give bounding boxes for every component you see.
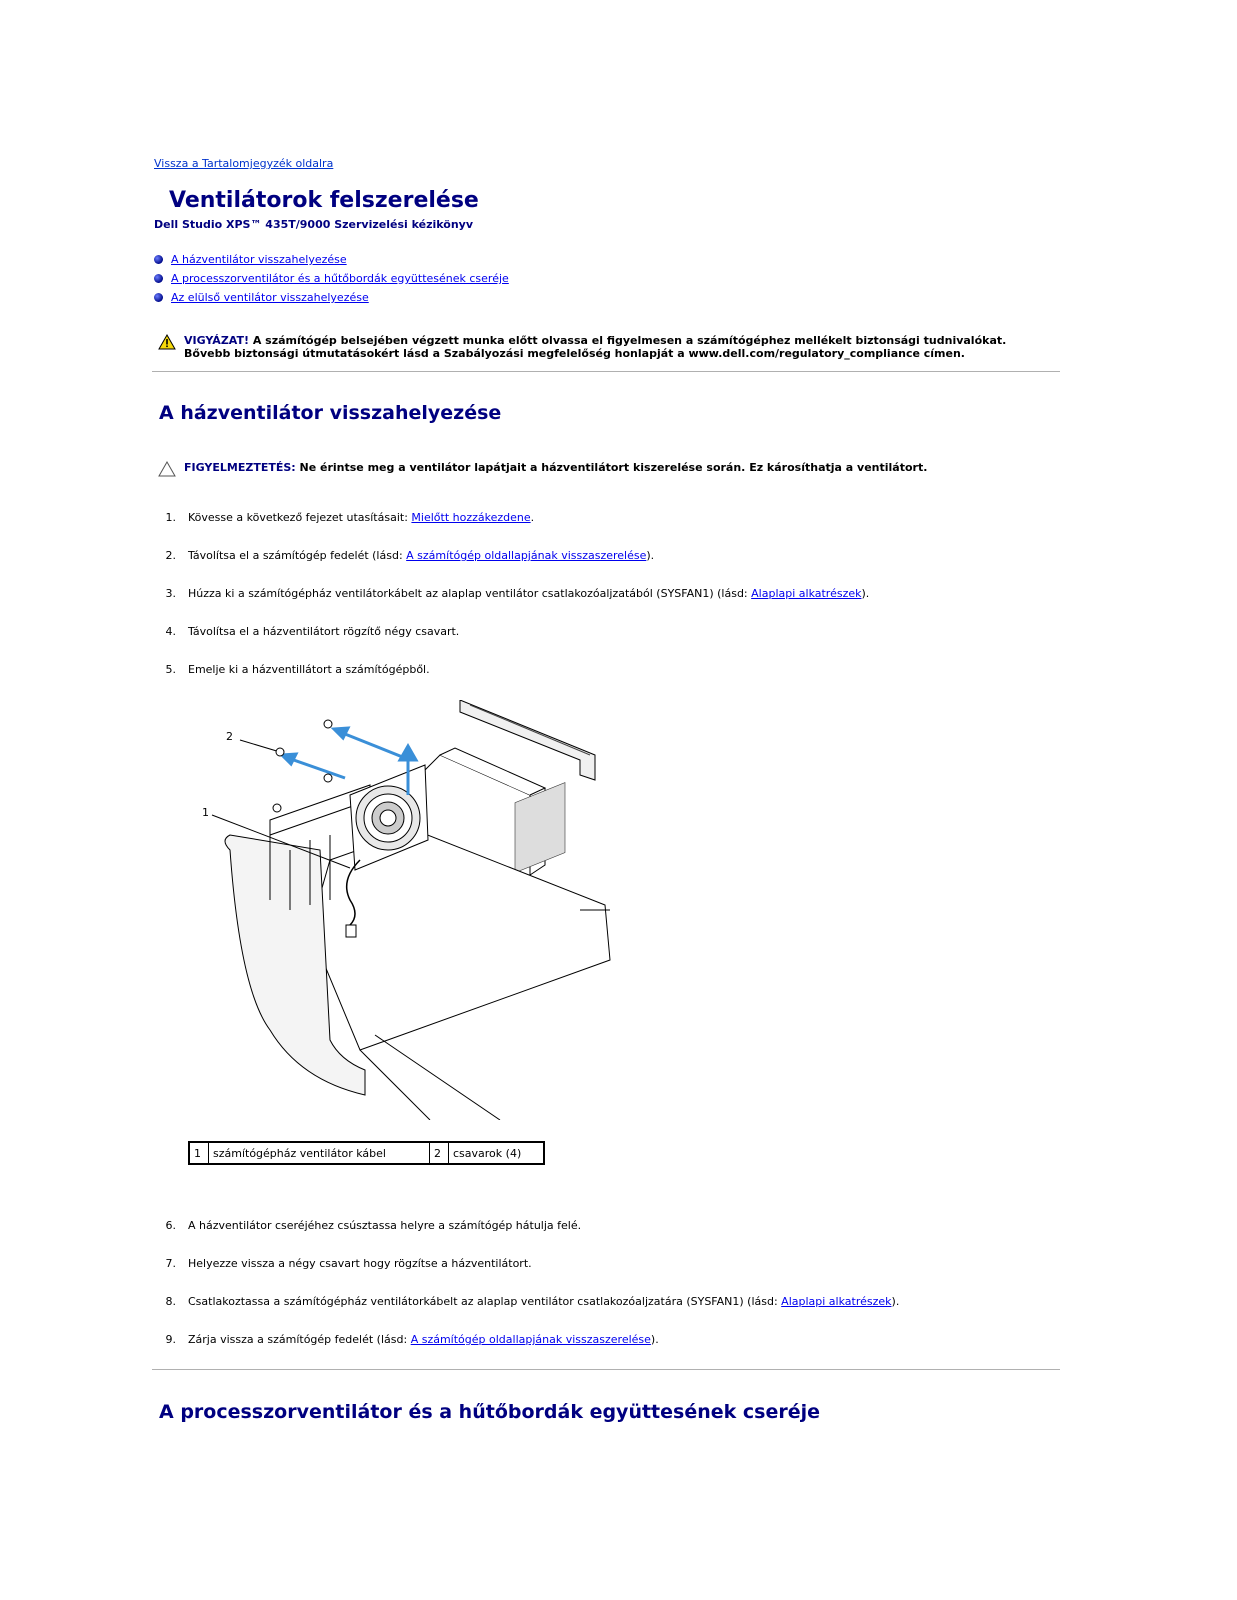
step-text-body: Távolítsa el a számítógép fedelét (lásd: (188, 549, 407, 562)
step-text (188, 1295, 899, 1333)
callout-number: 1 (189, 1142, 209, 1164)
step-text (188, 587, 869, 625)
callout-table (188, 1141, 545, 1165)
figure-callout-1: 1 (202, 806, 209, 819)
toc-item (154, 269, 509, 288)
step-item (152, 511, 869, 549)
back-to-contents-link[interactable]: Vissza a Tartalomjegyzék oldalra (154, 157, 334, 170)
step-link[interactable]: A számítógép oldallapjának visszaszerelése (406, 549, 647, 562)
step-text-body: Kövesse a következő fejezet utasításait: (188, 511, 412, 524)
step-text-end: ). (891, 1295, 900, 1308)
step-link[interactable]: Alaplapi alkatrészek (781, 1295, 892, 1308)
step-number: 5. (165, 663, 176, 676)
step-number: 8. (165, 1295, 176, 1308)
step-text-end: . (530, 511, 535, 524)
callout-number: 2 (430, 1142, 449, 1164)
step-link[interactable]: Alaplapi alkatrészek (751, 587, 862, 600)
step-number: 2. (165, 549, 176, 562)
bullet-icon (154, 255, 163, 264)
notice-note (158, 461, 1058, 477)
bullet-icon (154, 274, 163, 283)
step-text (188, 549, 654, 587)
step-item (152, 625, 869, 663)
warning-icon (158, 334, 176, 350)
step-item (152, 1333, 899, 1371)
divider (152, 371, 1060, 372)
table-of-contents (154, 250, 509, 307)
notice-text: Ne érintse meg a ventilátor lapátjait a házventilátort kiszerelése során. Ez károsíthatja a ventilátort. (295, 461, 928, 474)
section-title-processor-fan: A processzorventilátor és a hűtőbordák együttesének cseréje (159, 1401, 820, 1423)
case-fan-diagram (200, 700, 620, 1120)
caution-note (158, 334, 1058, 360)
toc-item (154, 288, 509, 307)
step-text (188, 1257, 532, 1295)
divider (152, 1369, 1060, 1370)
step-number: 7. (165, 1257, 176, 1270)
callout-label: csavarok (4) (449, 1142, 545, 1164)
toc-link-case-fan[interactable]: A házventilátor visszahelyezése (171, 253, 347, 266)
step-number: 9. (165, 1333, 176, 1346)
step-text-end: ). (646, 549, 655, 562)
step-item (152, 549, 869, 587)
bullet-icon (154, 293, 163, 302)
page-title: Ventilátorok felszerelése (169, 188, 479, 213)
step-text-body: Helyezze vissza a négy csavart hogy rögzítse a házventilátort. (188, 1257, 532, 1270)
step-text-body: Húzza ki a számítógépház ventilátorkábelt az alaplap ventilátor csatlakozóaljzatából (SYSFAN1) (lásd: (188, 587, 752, 600)
steps-list-part1 (152, 511, 869, 701)
step-link[interactable]: Mielőtt hozzákezdene (411, 511, 531, 524)
section-title-case-fan: A házventilátor visszahelyezése (159, 402, 502, 424)
step-item (152, 1295, 899, 1333)
step-text-body: Távolítsa el a házventilátort rögzítő négy csavart. (188, 625, 460, 638)
step-text (188, 625, 459, 663)
step-text-end: ). (650, 1333, 659, 1346)
step-text-body: Zárja vissza a számítógép fedelét (lásd: (188, 1333, 411, 1346)
step-text-end: ). (861, 587, 870, 600)
step-text-body: A házventilátor cseréjéhez csúsztassa helyre a számítógép hátulja felé. (188, 1219, 582, 1232)
callout-label: számítógépház ventilátor kábel (209, 1142, 430, 1164)
caution-text: A számítógép belsejében végzett munka előtt olvassa el figyelmesen a számítógéphez mellékelt biztonsági tudnivalókat. Bővebb biztonsági útmutatásokért lásd a Szabályozási megfelelőség honlapját a www.dell.com/regulatory_compliance címen. (184, 334, 1007, 360)
figure-callout-2: 2 (226, 730, 233, 743)
step-link[interactable]: A számítógép oldallapjának visszaszerelése (410, 1333, 651, 1346)
toc-item (154, 250, 509, 269)
steps-list-part2 (152, 1219, 899, 1371)
notice-label: FIGYELMEZTETÉS: (184, 461, 296, 474)
page-subtitle: Dell Studio XPS™ 435T/9000 Szervizelési kézikönyv (154, 218, 474, 231)
step-text-body: Emelje ki a házventillátort a számítógépből. (188, 663, 430, 676)
step-item (152, 1257, 899, 1295)
step-item (152, 587, 869, 625)
step-text (188, 663, 430, 701)
step-number: 6. (165, 1219, 176, 1232)
step-number: 4. (165, 625, 176, 638)
step-item (152, 663, 869, 701)
case-fan-removal-figure (200, 700, 620, 1120)
table-row (189, 1142, 544, 1164)
step-item (152, 1219, 899, 1257)
step-number: 1. (165, 511, 176, 524)
toc-link-front-fan[interactable]: Az elülső ventilátor visszahelyezése (171, 291, 369, 304)
caution-label: VIGYÁZAT! (184, 334, 249, 347)
step-text (188, 1333, 659, 1371)
step-text (188, 1219, 581, 1257)
notice-icon (158, 461, 176, 477)
step-text (188, 511, 534, 549)
toc-link-processor-fan[interactable]: A processzorventilátor és a hűtőbordák együttesének cseréje (171, 272, 509, 285)
step-text-body: Csatlakoztassa a számítógépház ventilátorkábelt az alaplap ventilátor csatlakozóaljzatára (SYSFAN1) (lásd: (188, 1295, 782, 1308)
step-number: 3. (165, 587, 176, 600)
